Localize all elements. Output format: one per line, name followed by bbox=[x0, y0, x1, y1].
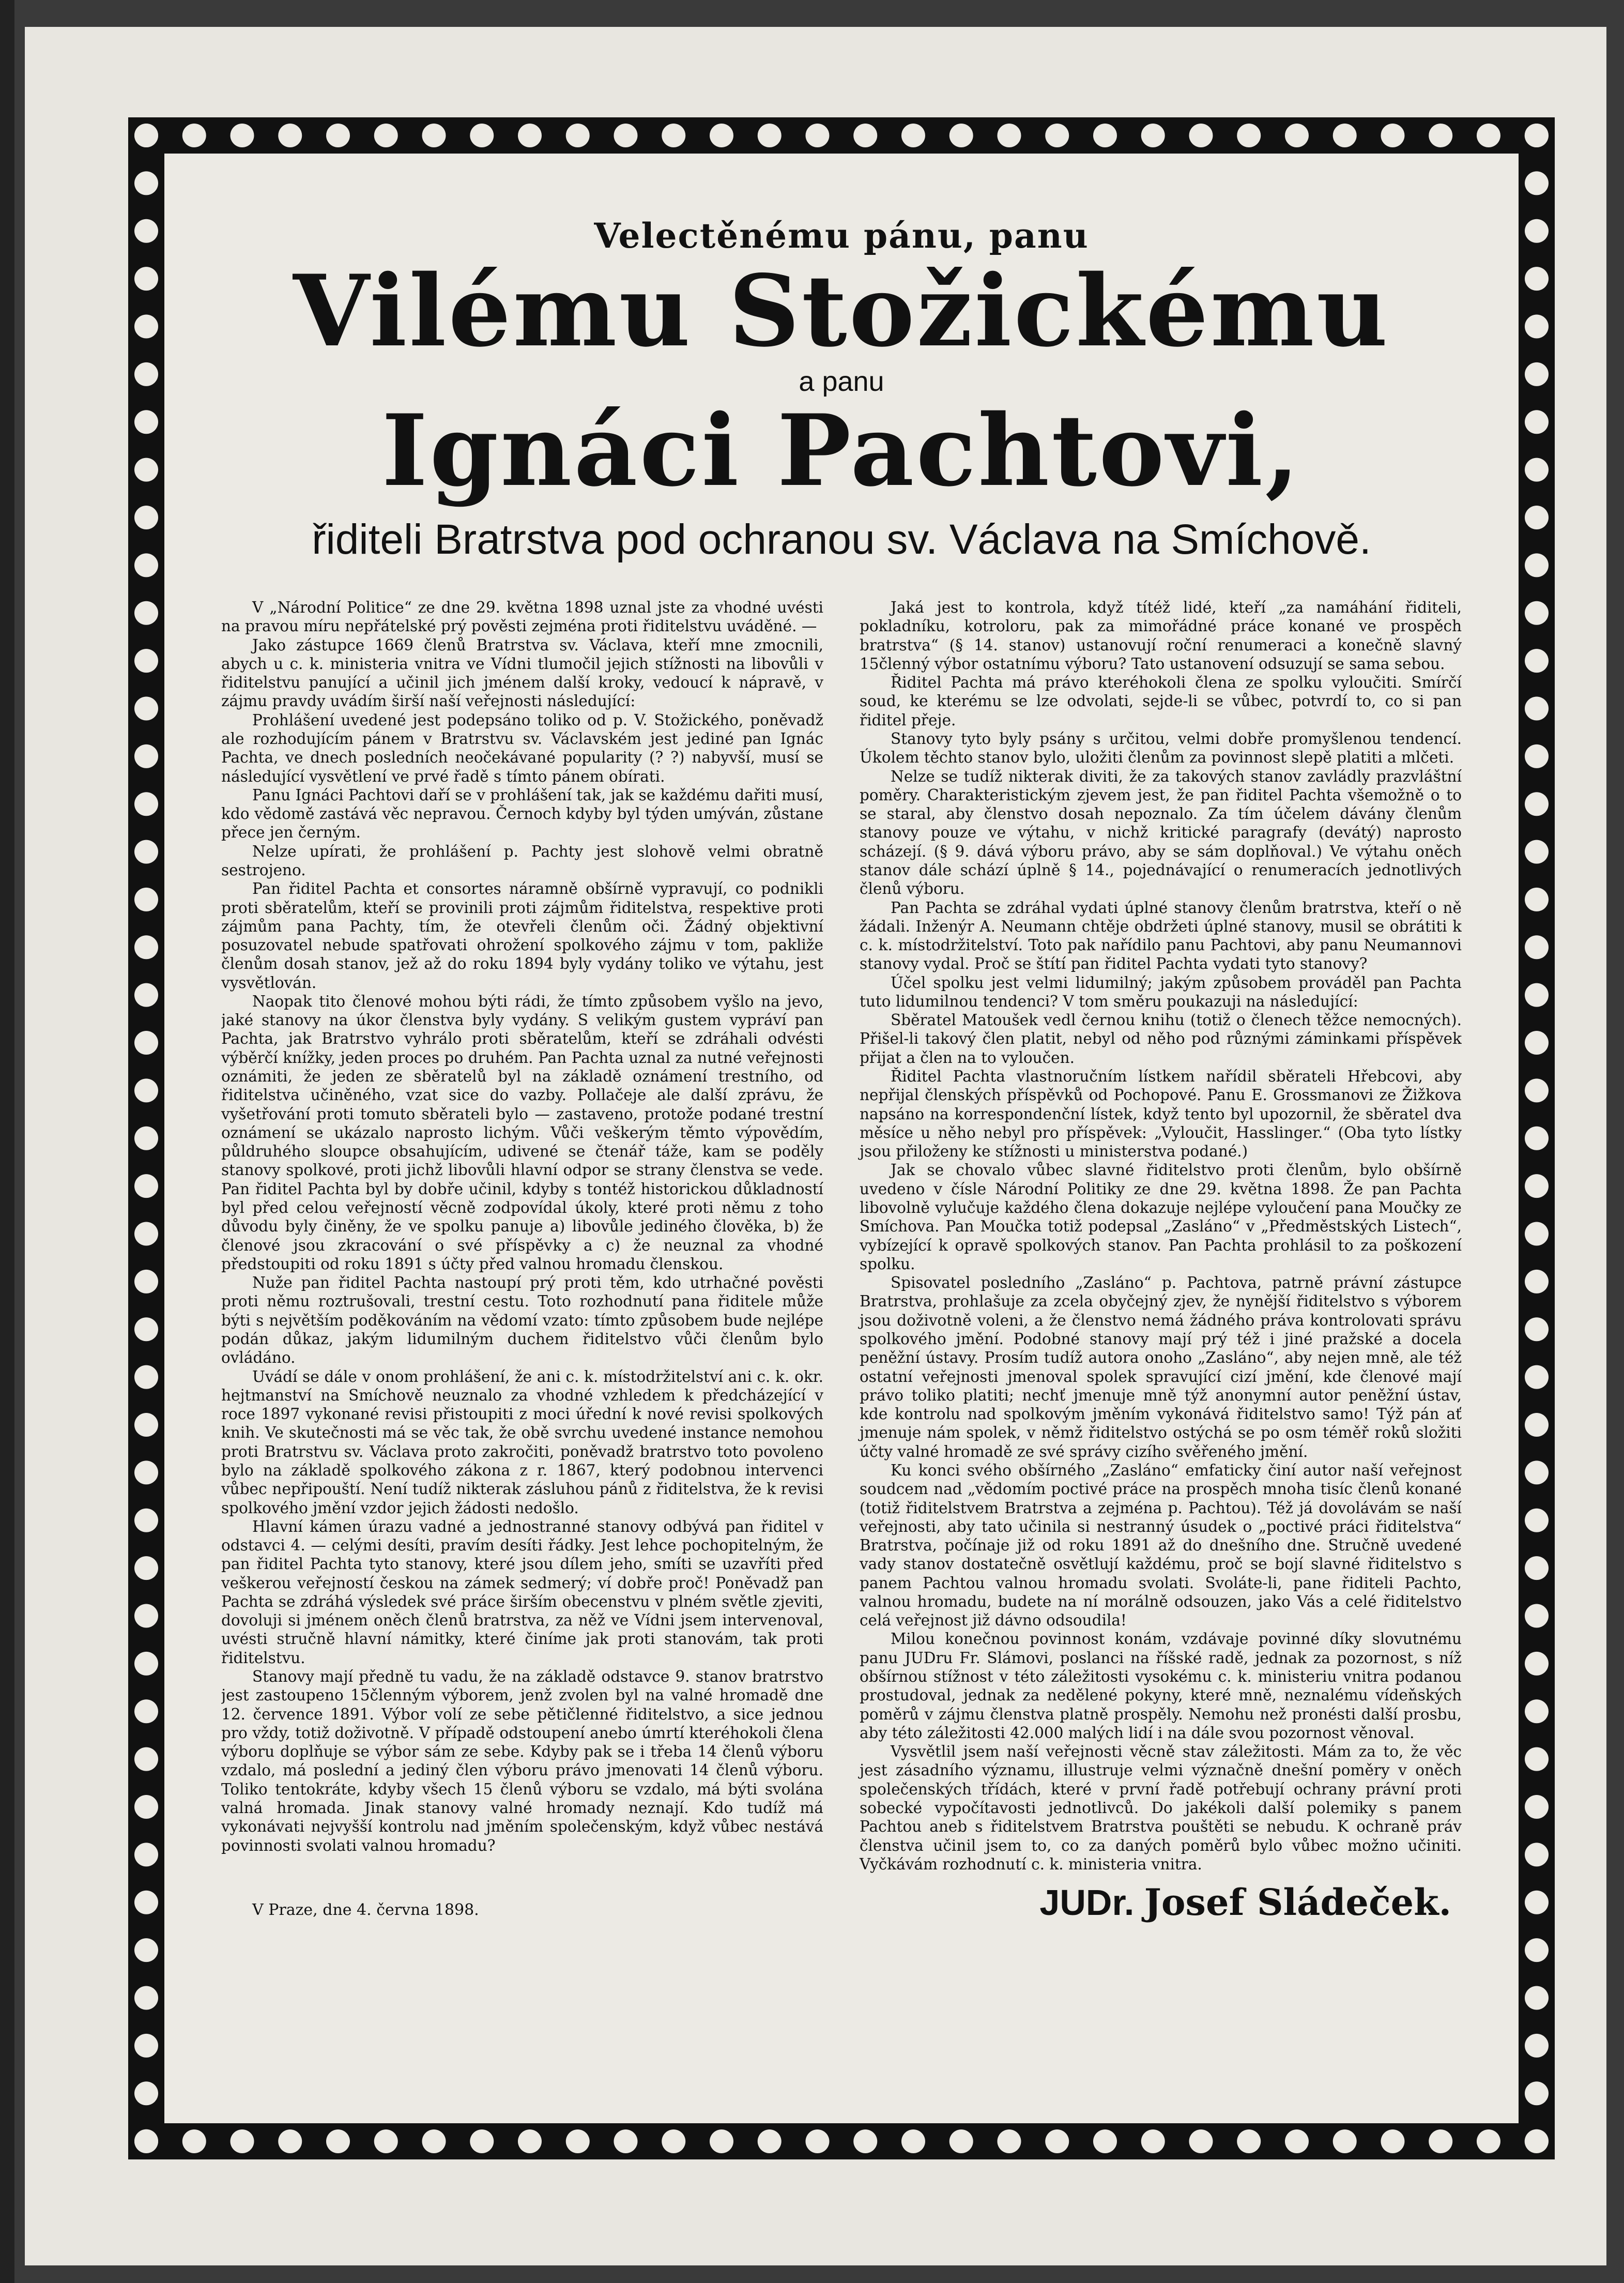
paragraph: Pan řiditel Pachta et consortes náramně obšírně vypravují, co podnikli proti sběratelům, kteří se provinili proti zájmům řiditelstva, respektive proti zájmům pana Pachty, tím, že otevřeli členům oči. Žádný objektivní posuzovatel nebude spatřovati ohrožení spolkového zájmu v tom, pakliže členům dosah stanov, jež až do roku 1894 byly vydány toliko ve výtahu, jest vysvětlován. bbox=[221, 880, 823, 992]
addressee-office: řiditeli Bratrstva pod ochranou sv. Václava na Smíchově. bbox=[312, 516, 1371, 563]
paragraph: Jaká jest to kontrola, když títéž lidé, kteří „za namáhání řiditeli, pokladníku, kotroloru, pak za mimořádné práce konané ve prospěch bratrstva“ (§ 14. stanov) ustanovují roční renumeraci a konečně slavný 15členný výbor ostatnímu výboru? Tato ustanovení odsuzují se sama sebou. bbox=[860, 599, 1462, 673]
newspaper-page bbox=[25, 27, 1606, 2265]
paragraph: Ku konci svého obšírného „Zasláno“ emfaticky činí autor naší veřejnost soudcem nad „vědomím poctivé práce na prospěch mnoha tisíc členů konané (totiž řiditelstvem Bratrstva a zejména p. Pachtou). Též já dovolávám se naší veřejnosti, aby tato učinila si nestranný úsudek o „poctivé práci řiditelstva“ Bratrstva, počínaje již od roku 1891 až do dnešního dne. Stručně uvedené vady stanov dostatečně osvětlují každému, proč se bojí slavné řiditelstvo s panem Pachtou valnou hromadu svolati. Svoláte-li, pane řiditeli Pachto, valnou hromadu, budete na ní morálně odsouzen, jako Vás a celé řiditelstvo celá veřejnost již dávno odsoudila! bbox=[860, 1461, 1462, 1630]
paragraph: Jako zástupce 1669 členů Bratrstva sv. Václava, kteří mne zmocnili, abych u c. k. ministeria vnitra ve Vídni tlumočil jejich stížnosti na libovůli v řiditelstvu panující a učinil jich jménem další kroky, vedoucí k nápravě, v zájmu pravdy uvádím širší naší veřejnosti následující: bbox=[221, 636, 823, 710]
notice-content bbox=[221, 210, 1462, 2082]
addressee-joiner: a panu bbox=[799, 366, 884, 397]
paragraph: Pan Pachta se zdráhal vydati úplné stanovy členům bratrstva, kteří o ně žádali. Inženýr A. Neumann chtěje obdržeti úplné stanovy, musil se obrátiti k c. k. místodržitelství. Toto pak nařídilo panu Pachtovi, aby panu Neumannovi stanovy vydal. Proč se štítí pan řiditel Pachta vydati tyto stanovy? bbox=[860, 899, 1462, 973]
paragraph: Nelze upírati, že prohlášení p. Pachty jest slohově velmi obratně sestrojeno. bbox=[221, 842, 823, 879]
signature-title: JUDr. bbox=[1039, 1882, 1135, 1923]
ornamental-border-frame bbox=[128, 117, 1555, 2159]
paragraph: Stanovy mají předně tu vadu, že na základě odstavce 9. stanov bratrstvo jest zastoupeno 15členným výborem, jenž zvolen byl na valné hromadě dne 12. července 1891. Výbor volí ze sebe pětičlenné řiditelstvo, a sice jednou pro vždy, totiž doživotně. V případě odstoupení anebo úmrtí kteréhokoli člena výboru doplňuje se výbor sám ze sebe. Kdyby pak se i třeba 14 členů výboru vzdalo, má poslední a jediný člen výboru právo jmenovati 14 členů výboru. Toliko tentokráte, kdyby všech 15 členů výboru se vzdalo, má býti svolána valná hromada. Jinak stanovy valné hromady neznají. Kdo tudíž má vykonávati nejvyšší kontrolu nad jměním společenským, když vůbec nestává povinnosti svolati valnou hromadu? bbox=[221, 1668, 823, 1854]
salutation: Velectěnému pánu, panu bbox=[594, 216, 1089, 256]
paragraph: Jak se chovalo vůbec slavné řiditelstvo proti členům, bylo obšírně uvedeno v čísle Národní Politiky ze dne 29. května 1898. Že pan Pachta libovolně vylučuje každého člena dokazuje nejlépe vyloučení pana Moučky ze Smíchova. Pan Moučka totiž podepsal „Zasláno“ v „Předměstských Listech“, vybízející k opravě spolkových stanov. Pan Pachta prohlásil to za poškození spolku. bbox=[860, 1161, 1462, 1273]
page-edge-shadow bbox=[0, 0, 14, 2283]
paragraph: Prohlášení uvedené jest podepsáno toliko od p. V. Stožického, poněvadž ale rozhodujícím pánem v Bratrstvu sv. Václavském jest jediné pan Ignác Pachta, ve dnech posledních neočekávané popularity (? ?) nabyvší, musí se následující vysvětlení ve prvé řadě s tímto pánem obírati. bbox=[221, 711, 823, 785]
paragraph: Řiditel Pachta vlastnoručním lístkem nařídil sběrateli Hřebcovi, aby nepřijal členských příspěvků od Pochopové. Panu E. Grossmanovi ze Žižkova napsáno na korrespondenční lístek, když tento byl upozornil, že sběratel dva měsíce u něho nebyl pro příspěvek: „Vyloučit, Hasslinger.“ (Oba tyto lístky jsou přiloženy ke stížnosti u ministerstva podané.) bbox=[860, 1068, 1462, 1161]
addressee-name-2: Ignáci Pachtovi, bbox=[381, 393, 1301, 508]
paragraph: V „Národní Politice“ ze dne 29. května 1898 uznal jste za vhodné uvésti na pravou míru nepřátelské prý pověsti zejména proti řiditelstvu uváděné. — bbox=[221, 599, 823, 635]
paragraph: Milou konečnou povinnost konám, vzdávaje povinné díky slovutnému panu JUDru Fr. Slámovi, poslanci na říšské radě, jednak za pozornost, s níž obšírnou stížnost v této záležitosti vysokému c. k. ministeriu vnitra podanou prostudoval, jednak za nedělené pokyny, které mně, neznalému vídeňských poměrů v zájmu členstva platně prospěly. Nemohu než pronésti další prosbu, aby této záležitosti 42.000 malých lidí i na dále svou pozornost věnoval. bbox=[860, 1630, 1462, 1742]
right-column bbox=[860, 598, 1462, 1874]
paragraph: Spisovatel posledního „Zasláno“ p. Pachtova, patrně právní zástupce Bratrstva, prohlašuje za zcela obyčejný zjev, že nynější řiditelstvo s výborem jsou doživotně voleni, a že členstvo nemá žádného práva kontrolovati správu spolkového jmění. Podobné stanovy mají prý též i jiné pražské a docela peněžní ústavy. Prosím tudíž autora onoho „Zasláno“, aby nejen mně, ale též ostatní veřejnosti jmenoval spolek spravující cizí jmění, kde členové mají právo toliko platiti; nechť jmenuje mně týž anonymní autor peněžní ústav, kde kontrolu nad spolkovým jměním vykonává řiditelstvo samo! Týž pán ať jmenuje nám spolek, v němž řiditelstvo ostýchá se po osm téměř roků složiti účty valné hromadě ze své správy cizího svěřeného jmění. bbox=[860, 1274, 1462, 1460]
place-date: V Praze, dne 4. června 1898. bbox=[252, 1901, 479, 1920]
addressee-name-1: Vilému Stožickému bbox=[293, 253, 1390, 369]
paragraph: Panu Ignáci Pachtovi daří se v prohlášení tak, jak se každému dařiti musí, kdo vědomě zastává věc nepravou. Černoch kdyby byl týden umýván, zůstane přece jen černým. bbox=[221, 786, 823, 842]
paragraph: Vysvětlil jsem naší veřejnosti věcně stav záležitosti. Mám za to, že věc jest zásadního významu, illustruje velmi význačně dnešní poměry v oněch společenských třídách, které v první řadě potřebují ochrany právní proti sobecké vypočítavosti jednotlivců. Do jakékoli další polemiky s panem Pachtou aneb s řiditelstvem Bratrstva pouštěti se nebudu. K ochraně práv členstva učinil jsem to, co za daných poměrů bylo vůbec možno učiniti. Vyčkávám rozhodnutí c. k. ministeria vnitra. bbox=[860, 1743, 1462, 1873]
paragraph: Naopak tito členové mohou býti rádi, že tímto způsobem vyšlo na jevo, jaké stanovy na úkor členstva byly vydány. S velikým gustem vypráví pan Pachta, jak Bratrstvo vyhrálo proti sběratelům, kteří se zdráhali odvésti výběrčí knížky, jeden proces po druhém. Pan Pachta uznal za nutné veřejnosti oznámiti, že jeden ze sběratelů byl na základě oznámení trestního, od řiditelstva učiněného, vzat sice do vazby. Pollačeje ale další zprávu, že vyšetřování proti tomuto sběrateli bylo — zastaveno, protože podané trestní oznámení se ukázalo naprosto lichým. Vůči veškerým těmto výpovědím, půldruhého sloupce obsahujícím, udivené se čtenář táže, kam se poděly stanovy spolkové, proti jichž libovůli hlavní odpor se strany členstva se vede. Pan řiditel Pachta byl by dobře učinil, kdyby s tontéž historickou důkladností byl před celou veřejností věcně zodpovídal úkoly, které proti němu z toho důvodu byly činěny, že ve spolku panuje a) libovůle jediného člověka, b) že členové jsou zkracování o své příspěvky a c) že neuznal za vhodné předstoupiti od roku 1891 s účty před valnou hromadu členskou. bbox=[221, 992, 823, 1273]
notice-footer bbox=[221, 1881, 1462, 1924]
paragraph: Řiditel Pachta má právo kteréhokoli člena ze spolku vyloučiti. Smírčí soud, ke kterému se lze odvolati, sejde-li se vůbec, potvrdí to, co si pan řiditel přeje. bbox=[860, 674, 1462, 729]
text-columns bbox=[221, 598, 1462, 1874]
paragraph: Stanovy tyto byly psány s určitou, velmi dobře promyšlenou tendencí. Úkolem těchto stanov bylo, uložiti členům za povinnost slepě platiti a mlčeti. bbox=[860, 729, 1462, 767]
paragraph: Účel spolku jest velmi lidumilný; jakým způsobem prováděl pan Pachta tuto lidumilnou tendenci? V tom směru poukazuji na následující: bbox=[860, 973, 1462, 1010]
signature bbox=[1039, 1881, 1462, 1924]
paragraph: Nuže pan řiditel Pachta nastoupí prý proti těm, kdo utrhačné pověsti proti němu roztrušovali, trestní cestu. Toto rozhodnutí pana řiditele může býti s největším poděkováním na vědomí vzato: tímto způsobem bude nejlépe podán důkaz, jakým lidumilným duchem řiditelstvo vůči členům bylo ovládáno. bbox=[221, 1274, 823, 1367]
paragraph: Uvádí se dále v onom prohlášení, že ani c. k. místodržitelství ani c. k. okr. hejtmanství na Smíchově neuznalo za vhodné vzhledem k předcházející v roce 1897 vykonané revisi přistoupiti z moci úřední k nové revisi spolkových knih. Ve skutečnosti má se věc tak, že obě svrchu uvedené instance nemohou proti Bratrstvu sv. Václava proto zakročiti, poněvadž bratrstvo toto povoleno bylo na základě spolkového zákona z r. 1867, který podobnou intervenci vůbec nepřipouští. Není tudíž nikterak zásluhou pánů z řiditelstva, že k revisi spolkového jmění vzdor jejich žádosti nedošlo. bbox=[221, 1367, 823, 1517]
paragraph: Hlavní kámen úrazu vadné a jednostranné stanovy odbývá pan řiditel v odstavci 4. — celými desíti, pravím desíti řádky. Jest lehce pochopitelným, že pan řiditel Pachta tyto stanovy, které jsou dílem jeho, smíti se uzavříti před veškerou veřejností českou na zámek sedmerý; ví dobře proč! Poněvadž pan Pachta se zdráhá výsledek své práce širším obecenstvu v plném světle zjeviti, dovoluji si jménem oněch členů bratrstva, za něž ve Vídni jsem intervenoval, uvésti stručně hlavní námitky, které činíme jak proti stanovám, tak proti řiditelstvu. bbox=[221, 1517, 823, 1667]
paragraph: Sběratel Matoušek vedl černou knihu (totiž o členech těžce nemocných). Přišel-li takový člen platit, nebyl od něho pod různými záminkami příspěvek přijat a člen na to vyloučen. bbox=[860, 1011, 1462, 1067]
paragraph: Nelze se tudíž nikterak diviti, že za takových stanov zavládly prazvláštní poměry. Charakteristickým zjevem jest, že pan řiditel Pachta všemožně o to se staral, aby členstvo dosah nepoznalo. Za tím účelem dávány členům stanovy pouze ve výtahu, v nichž kritické paragrafy (devátý) naprosto scházejí. (§ 9. dává výboru právo, aby se sám doplňoval.) Ve výtahu oněch stanov dále schází úplně § 14., pojednávající o renumeracích jednotlivých členů výboru. bbox=[860, 767, 1462, 898]
signature-name: Josef Sládeček. bbox=[1144, 1881, 1451, 1924]
left-column bbox=[221, 598, 823, 1874]
